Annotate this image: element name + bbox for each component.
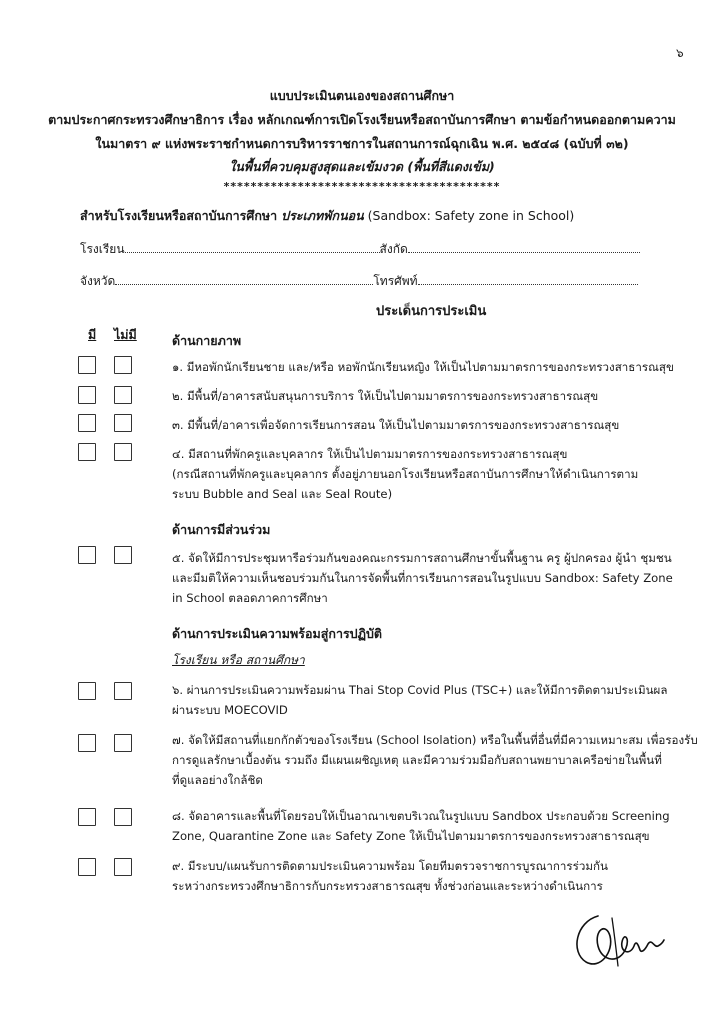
item-1-yes-checkbox[interactable] <box>78 356 96 374</box>
item-8-line-1: ๘. จัดอาคารและพื้นที่โดยรอบให้เป็นอาณาเขตบริเวณในรูปแบบ Sandbox ประกอบด้วย Screening <box>172 809 670 823</box>
item-5-no-checkbox[interactable] <box>114 546 132 564</box>
section-participation: ด้านการมีส่วนร่วม <box>172 522 271 537</box>
item-3-no-checkbox[interactable] <box>114 414 132 432</box>
phone-label: โทรศัพท์ <box>373 274 418 288</box>
school-input-line[interactable] <box>125 242 380 253</box>
header-line-3: ในมาตรา ๙ แห่งพระราชกำหนดการบริหารราชการในสถานการณ์ฉุกเฉิน พ.ศ. ๒๕๔๘ (ฉบับที่ ๓๒) <box>95 136 629 151</box>
item-6-line-2: ผ่านระบบ MOECOVID <box>172 703 288 717</box>
item-1-no-checkbox[interactable] <box>114 356 132 374</box>
item-6-no-checkbox[interactable] <box>114 682 132 700</box>
item-2 <box>172 386 702 406</box>
item-5-yes-checkbox[interactable] <box>78 546 96 564</box>
item-7-line-3: ที่ดูแลอย่างใกล้ชิด <box>172 773 263 787</box>
item-4-no-checkbox[interactable] <box>114 443 132 461</box>
section-readiness-subtitle: โรงเรียน หรือ สถานศึกษา <box>172 653 305 667</box>
item-9-line-2: ระหว่างกระทรวงศึกษาธิการกับกระทรวงสาธารณสุข ทั้งช่วงก่อนและระหว่างดำเนินการ <box>172 879 603 893</box>
signature-mark <box>568 908 668 972</box>
province-input-line[interactable] <box>115 274 373 285</box>
item-5-line-3: in School ตลอดภาคการศึกษา <box>172 591 328 605</box>
item-1-line-1: ๑. มีหอพักนักเรียนชาย และ/หรือ หอพักนักเรียนหญิง ให้เป็นไปตามมาตรการของกระทรวงสาธารณสุข <box>172 360 674 374</box>
item-4-yes-checkbox[interactable] <box>78 443 96 461</box>
item-4-line-3: ระบบ Bubble and Seal และ Seal Route) <box>172 487 393 501</box>
item-7-line-1: ๗. จัดให้มีสถานที่แยกกักตัวของโรงเรียน (School Isolation) หรือในพื้นที่อื่นที่มีความเหมาะสม เพื่อรองรับ <box>172 733 698 747</box>
item-7-no-checkbox[interactable] <box>114 734 132 752</box>
item-9 <box>172 856 702 896</box>
item-7-line-2: การดูแลรักษาเบื้องต้น รวมถึง มีแผนเผชิญเหตุ และมีความร่วมมือกับสถานพยาบาลเครือข่ายในพื้นที่ <box>172 753 662 767</box>
item-2-no-checkbox[interactable] <box>114 386 132 404</box>
school-affiliation-row <box>80 240 640 259</box>
item-8-line-2: Zone, Quarantine Zone และ Safety Zone ให้เป็นไปตามมาตรการของกระทรวงสาธารณสุข <box>172 829 650 843</box>
item-2-line-1: ๒. มีพื้นที่/อาคารสนับสนุนการบริการ ให้เป็นไปตามมาตรการของกระทรวงสาธารณสุข <box>172 389 599 403</box>
item-6-yes-checkbox[interactable] <box>78 682 96 700</box>
item-4 <box>172 444 702 504</box>
item-6-line-1: ๖. ผ่านการประเมินความพร้อมผ่าน Thai Stop Covid Plus (TSC+) และให้มีการติดตามประเมินผล <box>172 683 668 697</box>
affiliation-input-line[interactable] <box>408 242 640 253</box>
item-6 <box>172 680 702 720</box>
item-4-line-2: (กรณีสถานที่พักครูและบุคลากร ตั้งอยู่ภายนอกโรงเรียนหรือสถาบันการศึกษาให้ดำเนินการตาม <box>172 467 639 481</box>
item-9-no-checkbox[interactable] <box>114 858 132 876</box>
province-phone-row <box>80 272 638 291</box>
separator: ***************************************** <box>223 180 501 193</box>
school-type-prefix: สำหรับโรงเรียนหรือสถาบันการศึกษา <box>80 208 278 223</box>
assessment-title: ประเด็นการประเมิน <box>376 304 487 319</box>
item-7 <box>172 730 702 790</box>
item-3-line-1: ๓. มีพื้นที่/อาคารเพื่อจัดการเรียนการสอน ให้เป็นไปตามมาตรการของกระทรวงสาธารณสุข <box>172 418 620 432</box>
item-8 <box>172 806 702 846</box>
section-physical: ด้านกายภาพ <box>172 333 242 348</box>
section-readiness: ด้านการประเมินความพร้อมสู่การปฏิบัติ <box>172 626 383 641</box>
item-2-yes-checkbox[interactable] <box>78 386 96 404</box>
yes-column-header: มี <box>88 327 97 342</box>
school-type-line <box>80 206 574 226</box>
school-type-value: ประเภทพักนอน <box>281 208 364 223</box>
item-5-line-1: ๕. จัดให้มีการประชุมหารือร่วมกันของคณะกรรมการสถานศึกษาขั้นพื้นฐาน ครู ผู้ปกครอง ผู้นำ ชุมชน <box>172 551 672 565</box>
school-label: โรงเรียน <box>80 242 125 256</box>
header-line-4: ในพื้นที่ควบคุมสูงสุดและเข้มงวด (พื้นที่สีแดงเข้ม) <box>229 159 495 174</box>
page-number: ๖ <box>676 46 684 60</box>
item-9-yes-checkbox[interactable] <box>78 858 96 876</box>
header-line-2: ตามประกาศกระทรวงศึกษาธิการ เรื่อง หลักเกณฑ์การเปิดโรงเรียนหรือสถาบันการศึกษา ตามข้อกำหนดออกตามความ <box>48 112 676 127</box>
affiliation-label: สังกัด <box>379 242 408 256</box>
item-5 <box>172 548 702 608</box>
school-type-suffix: (Sandbox: Safety zone in School) <box>367 208 575 223</box>
item-7-yes-checkbox[interactable] <box>78 734 96 752</box>
phone-input-line[interactable] <box>418 274 638 285</box>
form-title: แบบประเมินตนเองของสถานศึกษา <box>269 88 455 103</box>
item-3 <box>172 415 702 435</box>
item-9-line-1: ๙. มีระบบ/แผนรับการติดตามประเมินความพร้อม โดยทีมตรวจราชการบูรณาการร่วมกัน <box>172 859 608 873</box>
item-5-line-2: และมีมติให้ความเห็นชอบร่วมกันในการจัดพื้นที่การเรียนการสอนในรูปแบบ Sandbox: Safety Zone <box>172 571 673 585</box>
no-column-header: ไม่มี <box>114 327 137 342</box>
province-label: จังหวัด <box>80 274 116 288</box>
item-3-yes-checkbox[interactable] <box>78 414 96 432</box>
item-8-yes-checkbox[interactable] <box>78 808 96 826</box>
item-8-no-checkbox[interactable] <box>114 808 132 826</box>
item-4-line-1: ๔. มีสถานที่พักครูและบุคลากร ให้เป็นไปตามมาตรการของกระทรวงสาธารณสุข <box>172 447 568 461</box>
item-1 <box>172 357 702 377</box>
